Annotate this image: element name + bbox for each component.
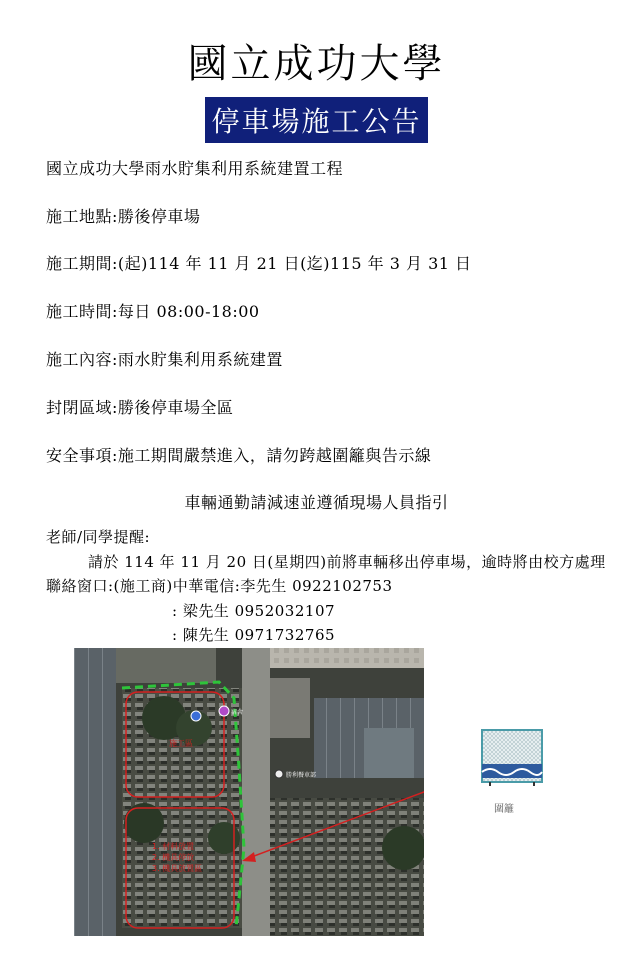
contact-line-3: : 陳先生 0971732765	[172, 626, 336, 644]
contact-line-1: 聯絡窗口:(施工商)中華電信:李先生 0922102753	[46, 577, 393, 595]
contact-line-2: : 梁先生 0952032107	[172, 602, 336, 620]
construction-location: 施工地點:勝後停車場	[46, 207, 201, 226]
safety-notice: 安全事項:施工期間嚴禁進入，請勿跨越圍籬與告示線	[46, 446, 432, 465]
map-poi-dorm: 宿舍	[231, 709, 244, 716]
fence-illustration	[480, 728, 544, 786]
site-map	[74, 648, 424, 936]
map-label-storage-3: 3. 機具放置區	[152, 864, 203, 873]
project-name: 國立成功大學雨水貯集利用系統建置工程	[46, 159, 344, 178]
notice-title: 停車場施工公告	[205, 97, 427, 143]
map-label-work-area: 施工區	[169, 739, 193, 748]
map-label-storage-2: 2. 機具停放	[152, 853, 195, 862]
construction-period: 施工期間:(起)114 年 11 月 21 日(迄)115 年 3 月 31 日	[46, 254, 472, 273]
map-label-storage-1: 1. 材料放置	[152, 842, 195, 851]
fence-caption: 圍籬	[494, 804, 514, 815]
construction-content: 施工內容:雨水貯集利用系統建置	[46, 350, 283, 369]
reminder-text: 請於 114 年 11 月 20 日(星期四)前將車輛移出停車場，逾時將由校方處理	[88, 553, 606, 571]
construction-hours: 施工時間:每日 08:00-18:00	[46, 302, 260, 321]
traffic-note: 車輛通勤請減速並遵循現場人員指引	[184, 493, 449, 512]
map-label-storage	[152, 841, 202, 874]
reminder-title: 老師/同學提醒:	[46, 528, 151, 546]
map-poi-restaurant: 勝利餐車部	[286, 772, 317, 779]
closed-area: 封閉區域:勝後停車場全區	[46, 398, 234, 417]
university-title: 國立成功大學	[187, 41, 446, 87]
